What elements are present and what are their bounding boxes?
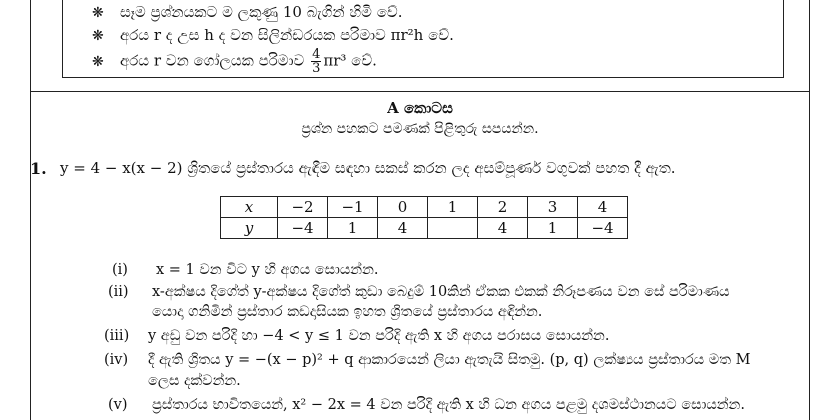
table-cell: 4 [578,197,628,218]
fraction [311,48,321,75]
part-iv-continued [148,373,241,389]
table-row-x [221,197,628,218]
table-cell: 3 [528,197,578,218]
instruction-bullet-1 [92,3,402,21]
row-label-x: x [221,197,278,218]
table-cell: −1 [328,197,378,218]
table-cell: 4 [478,218,528,239]
part-text: y අඩු වන පරිදි හා −4 < y ≤ 1 වන පරිදි ඇති x හි අගය පරාසය සොයන්න. [148,328,610,344]
star-icon: ❋ [92,53,104,70]
table-cell: 1 [328,218,378,239]
part-v [108,397,745,413]
part-ii [108,284,730,300]
star-icon: ❋ [92,5,104,21]
page-border-right [809,0,810,420]
fraction-denominator: 3 [312,61,321,76]
table-cell: 1 [428,197,478,218]
table-cell: 0 [378,197,428,218]
part-text: x = 1 වන විට y හි අගය සොයන්න. [156,262,379,278]
part-text: යොදා ගනිමින් ප්‍රස්තාර කඩදාසියක ඉහත ශ්‍රිතයේ ප්‍රස්තාරය අඳින්න. [152,304,543,320]
part-text: ලෙස දක්වන්න. [148,373,241,389]
instruction-bullet-2 [92,26,454,44]
section-divider [30,91,810,92]
instruction-text: අරය r වන ගෝලයක පරිමාව [120,51,305,70]
table-cell: −4 [578,218,628,239]
table-cell-empty [428,218,478,239]
part-text: x-අක්ෂය දිගේත් y-අක්ෂය දිගේත් කුඩා බෙදුම් 10කින් ඒකක එකක් නිරූපණය වන සේ පරිමාණය [152,284,730,300]
table-cell: −2 [278,197,328,218]
fraction-numerator: 4 [312,47,321,62]
part-iii [104,328,609,344]
part-label: (iii) [104,328,130,344]
question-number: 1. [30,159,47,178]
section-title: A කොටස [387,99,453,117]
part-label: (i) [112,262,128,278]
part-text: දී ඇති ශ්‍රිතය y = −(x − p)² + q ආකාරයෙන් ලියා ඇතැයි සිතමු. (p, q) ලක්ෂ්‍යය ප්‍රස්තාරය මත M [148,352,751,368]
star-icon: ❋ [92,28,104,44]
table-cell: 4 [378,218,428,239]
instruction-text: අරය r ද උස h ද වන සිලින්ඩරයක පරිමාව πr²h වේ. [120,26,454,44]
section-subtitle: ප්‍රශ්න පහකට පමණක් පිළිතුරු සපයන්න. [301,121,539,137]
table-cell: −4 [278,218,328,239]
row-label-y: y [221,218,278,239]
part-ii-continued [152,304,542,320]
part-iv [104,352,750,368]
table-cell: 1 [528,218,578,239]
instruction-text-after: πr³ වේ. [323,51,377,70]
part-text: ප්‍රස්තාරය භාවිතයෙන්, x² − 2x = 4 වන පරිදි ඇති x හි ධන අගය පළමු දශමස්ථානයට සොයන්න. [152,397,745,413]
part-i [112,262,378,278]
page-border-left [30,0,31,420]
question-text: y = 4 − x(x − 2) ශ්‍රිතයේ ප්‍රස්තාරය ඇඳීම සඳහා සකස් කරන ලද අසම්පූර්ණ වගුවක් පහත දී ඇත. [60,159,676,177]
part-label: (iv) [104,352,129,368]
part-label: (ii) [108,284,129,300]
values-table [220,196,628,239]
table-row-y [221,218,628,239]
instruction-bullet-3 [92,48,377,75]
table-cell: 2 [478,197,528,218]
part-label: (v) [108,397,128,413]
instruction-text: සෑම ප්‍රශ්නයකට ම ලකුණු 10 බැගින් හිමි වේ. [120,3,403,21]
